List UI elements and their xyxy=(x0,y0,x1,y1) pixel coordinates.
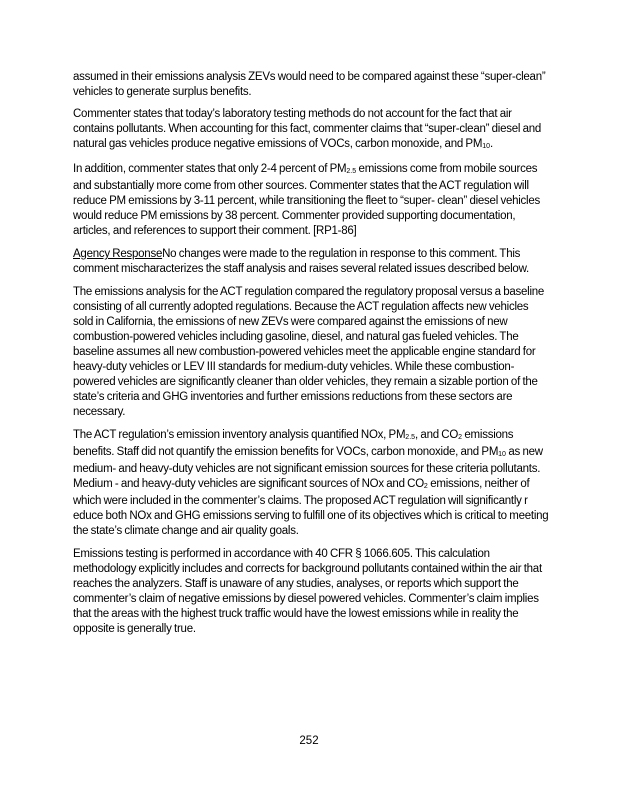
paragraph-text: , and CO xyxy=(415,429,459,441)
paragraph-text: In addition, commenter states that only 2-4 percent of PM xyxy=(73,163,347,175)
paragraph-commenter-pm xyxy=(73,162,549,239)
paragraph-text: Commenter states that today’s laboratory testing methods do not account for the fact that air contains pollutants. When accounting for this fact, commenter claims that “super-clean” diesel and natural gas vehicles produce negative emissions of VOCs, carbon monoxide, and PM xyxy=(73,108,542,150)
paragraph-text: emissions benefits. Staff did not quantify the emission benefits for VOCs, carbon monoxide, and PM xyxy=(73,429,514,458)
document-body xyxy=(73,70,549,645)
paragraph-commenter-testing xyxy=(73,107,549,154)
paragraph-emissions-analysis xyxy=(73,285,549,420)
paragraph-text: emissions come from mobile sources and substantially more come from other sources. Commenter states that the ACT regulation will reduce PM emissions by 3-11 percent, while transitioning the fleet to “super- clean” diesel vehicles would reduce PM emissions by 38 percent. Commenter provided supporting documentation, articles, and references to support their comment. [RP1-86] xyxy=(73,163,541,237)
page-number: 252 xyxy=(299,735,319,747)
paragraph-inventory-analysis xyxy=(73,428,549,539)
paragraph-text: The emissions analysis for the ACT regulation compared the regulatory proposal versus a baseline consisting of all currently adopted regulations. Because the ACT regulation affects new vehicles sold in California, the emissions of new ZEVs were compared against the emissions of new combustion-powered vehicles including gasoline, diesel, and natural gas fueled vehicles. The baseline assumes all new combustion-powered vehicles meet the applicable engine standard for heavy-duty vehicles or LEV III standards for medium-duty vehicles. While these combustion-powered vehicles are significantly cleaner than older vehicles, they remain a sizable portion of the state’s criteria and GHG inventories and further emissions reductions from these sectors are necessary. xyxy=(73,286,545,418)
subscript: 2.5 xyxy=(405,434,416,441)
paragraph-agency-response xyxy=(73,247,549,277)
paragraph-continuation xyxy=(73,70,549,100)
subscript: 10 xyxy=(482,143,490,150)
paragraph-text: assumed in their emissions analysis ZEVs would need to be compared against these “super-clean” vehicles to generate surplus benefits. xyxy=(73,71,546,98)
subscript: 2 xyxy=(423,483,428,490)
paragraph-text: No changes were made to the regulation in response to this comment. This comment mischaracterizes the staff analysis and raises several related issues described below. xyxy=(73,248,529,275)
subscript: 2 xyxy=(458,434,462,441)
subscript: 2.5 xyxy=(346,168,357,175)
subscript: 10 xyxy=(498,451,506,458)
paragraph-text: emissions, neither of which were included in the commenter’s claims. The proposed ACT regulation will significantly r educe both NOx and GHG emissions serving to fulfill one of its objectives which is critical to meeting the state’s climate change and air quality goals. xyxy=(73,478,549,537)
paragraph-emissions-testing xyxy=(73,547,549,637)
paragraph-text: Emissions testing is performed in accordance with 40 CFR § 1066.605. This calculation methodology explicitly includes and corrects for background pollutants contained within the air that reaches the analyzers. Staff is unaware of any studies, analyses, or reports which support the commenter’s claim of negative emissions by diesel powered vehicles. Commenter’s claim implies that the areas with the highest truck traffic would have the lowest emissions while in reality the opposite is generally true. xyxy=(73,548,542,635)
paragraph-text: . xyxy=(489,138,493,150)
paragraph-text: as new medium- and heavy-duty vehicles are not significant emission sources for these criteria pollutants. Medium - and heavy-duty vehicles are significant sources of NOx and CO xyxy=(73,446,543,490)
paragraph-text: The ACT regulation’s emission inventory analysis quantified NOx, PM xyxy=(73,429,406,441)
agency-response-label: Agency Response xyxy=(73,248,163,260)
